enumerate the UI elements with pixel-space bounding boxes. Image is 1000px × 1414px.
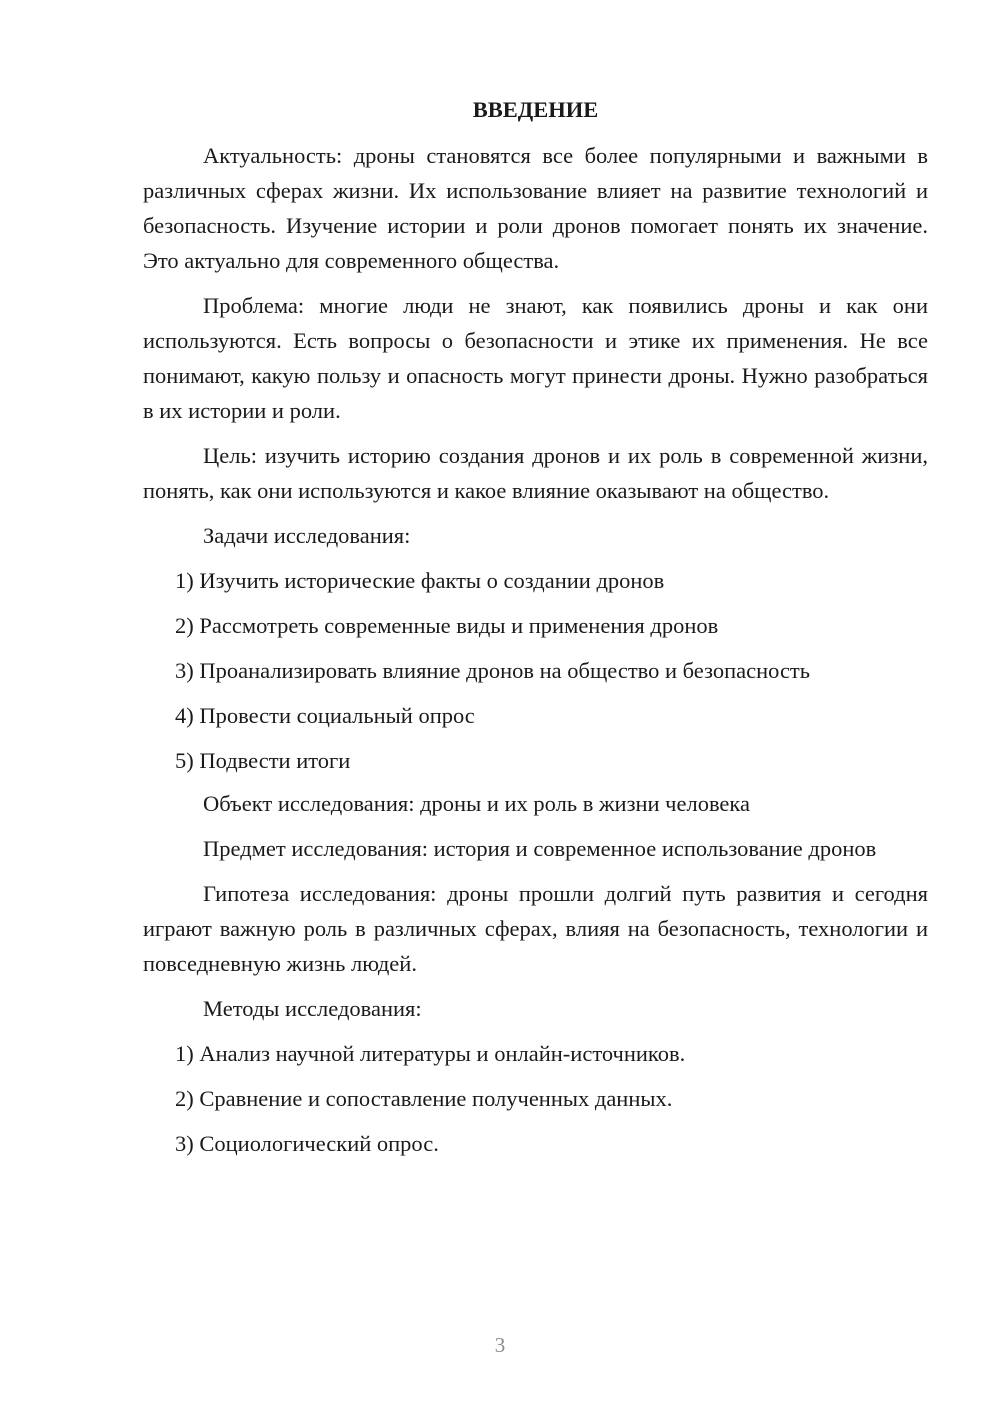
goal-paragraph: Цель: изучить историю создания дронов и их роль в современной жизни, понять, как они используются и какое влияние оказывают на общество. (143, 443, 928, 503)
task-item: 2) Рассмотреть современные виды и применения дронов (175, 613, 719, 638)
tasks-heading: Задачи исследования: (203, 523, 411, 548)
task-item: 4) Провести социальный опрос (175, 703, 475, 728)
problem-paragraph: Проблема: многие люди не знают, как появились дроны и как они используются. Есть вопросы о безопасности и этике их применения. Не все понимают, какую пользу и опасность могут принести дроны. Нужно разобраться в их истории и роли. (143, 293, 928, 423)
methods-list (143, 1036, 928, 1161)
object-paragraph: Объект исследования: дроны и их роль в жизни человека (203, 791, 750, 816)
task-item: 3) Проанализировать влияние дронов на общество и безопасность (175, 658, 811, 683)
page-number: 3 (494, 1333, 506, 1357)
task-item: 5) Подвести итоги (175, 748, 351, 773)
relevance-paragraph: Актуальность: дроны становятся все более популярными и важными в различных сферах жизни. Их использование влияет на развитие технологий и безопасность. Изучение истории и роли дронов помогает понять их значение. Это актуально для современного общества. (143, 143, 928, 273)
method-item: 3) Социологический опрос. (175, 1131, 439, 1156)
method-item: 1) Анализ научной литературы и онлайн-источников. (175, 1041, 686, 1066)
methods-heading: Методы исследования: (203, 996, 422, 1021)
subject-paragraph: Предмет исследования: история и современное использование дронов (203, 836, 877, 861)
hypothesis-paragraph: Гипотеза исследования: дроны прошли долгий путь развития и сегодня играют важную роль в различных сферах, влияя на безопасность, технологии и повседневную жизнь людей. (143, 881, 928, 976)
tasks-list (143, 563, 928, 778)
document-page (143, 92, 928, 1171)
method-item: 2) Сравнение и сопоставление полученных данных. (175, 1086, 673, 1111)
task-item: 1) Изучить исторические факты о создании дронов (175, 568, 665, 593)
section-title: ВВЕДЕНИЕ (472, 97, 599, 122)
